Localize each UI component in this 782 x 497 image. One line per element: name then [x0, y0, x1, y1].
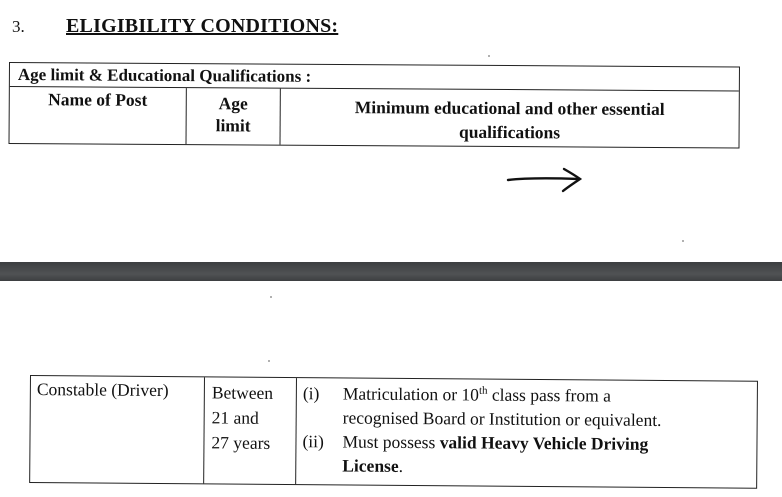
scan-speck	[682, 240, 684, 242]
cell-age-limit	[204, 377, 297, 484]
age-line-1: Between	[211, 382, 274, 403]
section-title: ELIGIBILITY CONDITIONS:	[66, 15, 339, 37]
col-header-qual-line2: qualifications	[458, 121, 561, 143]
item-number: (ii)	[302, 431, 324, 452]
col-header-age-line2: limit	[215, 115, 251, 136]
table-caption: Age limit & Educational Qualifications :	[10, 63, 739, 91]
age-line-2: 21 and	[211, 407, 259, 428]
scan-speck	[268, 360, 270, 362]
scan-speck	[270, 296, 272, 298]
col-header-qualifications	[281, 89, 739, 148]
eligibility-row-table	[29, 375, 758, 489]
col-header-age	[187, 88, 281, 145]
cell-post-name: Constable (Driver)	[30, 376, 205, 483]
col-header-age-line1: Age	[218, 93, 248, 114]
item-number: (i)	[302, 383, 320, 404]
scan-speck	[488, 55, 490, 57]
cell-qualifications	[296, 378, 757, 488]
col-header-post: Name of Post	[10, 87, 187, 144]
item-text: Matriculation or 10th class pass from a recognised Board or Institution or equivalent.	[342, 383, 662, 430]
col-header-qual-line1: Minimum educational and other essential	[354, 97, 665, 120]
section-number: 3.	[12, 17, 25, 36]
qualification-item	[302, 429, 756, 481]
age-line-3: 27 years	[211, 432, 271, 453]
handwritten-arrow-icon	[506, 164, 586, 194]
header-table	[8, 62, 739, 148]
item-text: Must possess valid Heavy Vehicle Driving License.	[342, 431, 649, 476]
qualification-item	[303, 381, 757, 433]
page-divider-band	[0, 262, 782, 282]
